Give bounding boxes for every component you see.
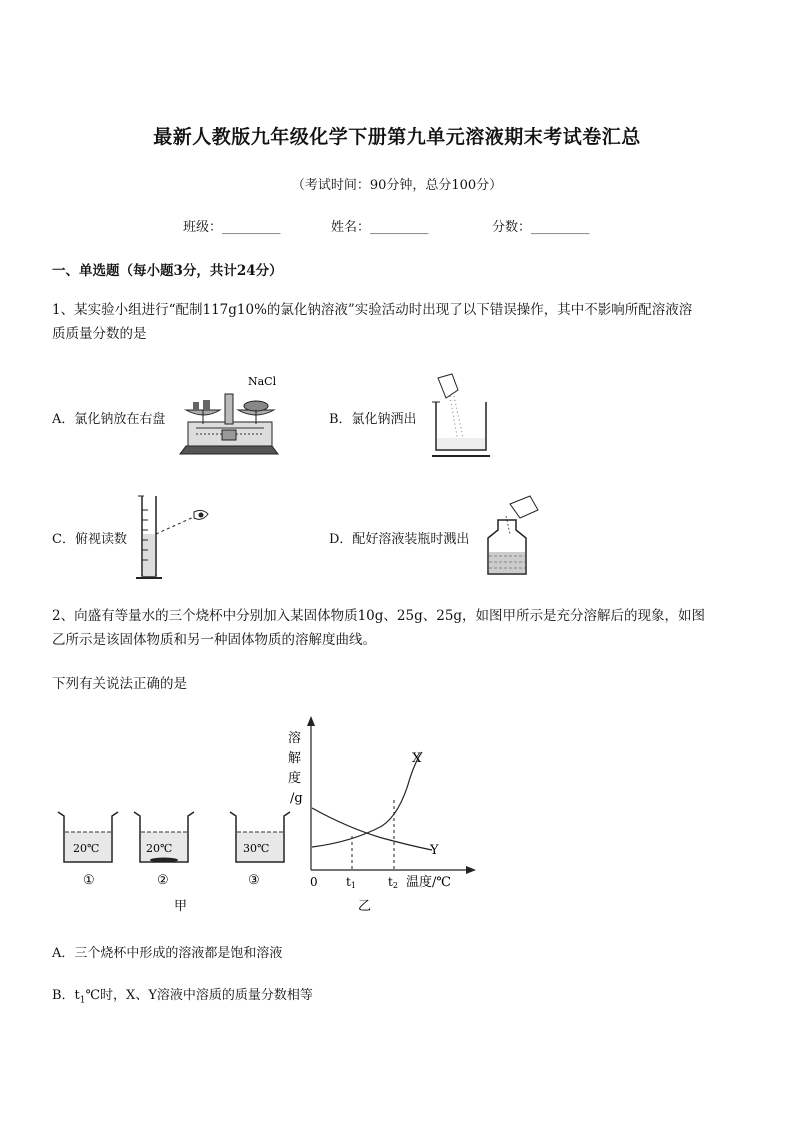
- q1-text-line1: 1、某实验小组进行“配制117g10%的氯化钠溶液”实验活动时出现了以下错误操作，其中不影响所配溶液溶: [52, 302, 693, 318]
- exam-subtitle: （考试时间：90分钟，总分100分）: [291, 178, 503, 193]
- y-axis-label-3: 度: [288, 771, 302, 786]
- curve-x-label: X: [412, 751, 422, 766]
- solubility-graph: [282, 712, 482, 922]
- q1-text-line2: 质质量分数的是: [52, 326, 147, 342]
- beakers-figure: [50, 800, 300, 920]
- score-field: 分数：_________: [492, 220, 590, 235]
- beaker-2-number: ②: [157, 873, 169, 888]
- q1-option-c: C．俯视读数: [52, 532, 127, 547]
- curve-y-label: Y: [430, 843, 439, 858]
- q2-option-b: B．$t_1℃$时，X、Y溶液中溶质的质量分数相等: [52, 988, 313, 1006]
- x-axis-label: 温度/℃: [406, 875, 451, 890]
- name-field: 姓名：_________: [331, 220, 429, 235]
- beaker-1-number: ①: [83, 873, 95, 888]
- q1-option-b: B．氯化钠洒出: [329, 412, 417, 427]
- beaker-1-temp: 20℃: [73, 842, 100, 855]
- pouring-beaker-illustration: [428, 372, 498, 462]
- bottle-pouring-illustration: [480, 490, 550, 585]
- y-axis-arrow: [307, 716, 315, 726]
- beaker-1: [58, 812, 118, 888]
- t2-label: t2: [388, 875, 398, 890]
- q2-option-a: A．三个烧杯中形成的溶液都是饱和溶液: [52, 946, 283, 961]
- y-axis-label-4: /g: [290, 791, 303, 806]
- q2-text-line3: 下列有关说法正确的是: [52, 676, 187, 692]
- section-heading: 一、单选题（每小题3分，共计24分）: [52, 263, 283, 279]
- figure-jia-label: 甲: [174, 899, 188, 914]
- q1-option-a: A．氯化钠放在右盘: [52, 412, 166, 427]
- t1-label: t1: [346, 875, 356, 890]
- nacl-label: NaCl: [248, 375, 277, 388]
- beaker-3-number: ③: [248, 873, 260, 888]
- beaker-2: [134, 812, 194, 888]
- page-title: 最新人教版九年级化学下册第九单元溶液期末考试卷汇总: [153, 126, 641, 148]
- class-field: 班级：_________: [183, 220, 281, 235]
- beaker-3-temp: 30℃: [243, 842, 270, 855]
- y-axis-label-1: 溶: [288, 731, 302, 746]
- figure-yi-label: 乙: [358, 899, 372, 914]
- q2-text-line2: 乙所示是该固体物质和另一种固体物质的溶解度曲线。: [52, 632, 376, 648]
- x-axis-arrow: [466, 866, 476, 874]
- balance-illustration: [176, 372, 286, 462]
- origin-label: 0: [310, 875, 318, 889]
- y-axis-label-2: 解: [288, 751, 302, 766]
- beaker-2-temp: 20℃: [146, 842, 173, 855]
- beaker-3: [230, 812, 290, 888]
- q2-text-line1: 2、向盛有等量水的三个烧杯中分别加入某固体物质10g、25g、25g，如图甲所示是充分溶解后的现象，如图: [52, 608, 706, 624]
- cylinder-reading-illustration: [134, 490, 214, 585]
- q1-option-d: D．配好溶液装瓶时溅出: [329, 532, 470, 547]
